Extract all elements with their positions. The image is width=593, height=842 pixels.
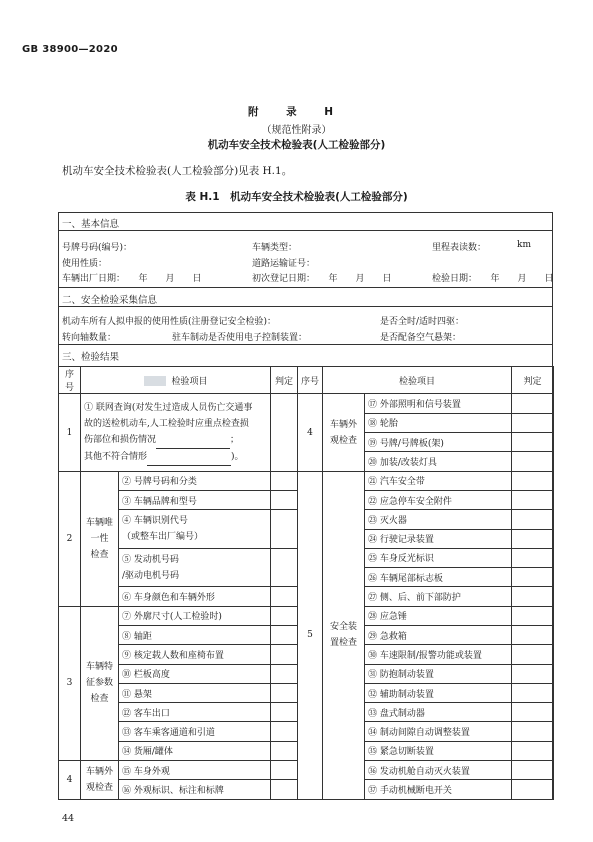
item-37: ㊲ 手动机械断电开关	[365, 780, 512, 800]
section-collection-info-title: 二、安全检验采集信息	[62, 295, 158, 306]
item-online-query: ① 联网查询(对发生过造成人员伤亡交通事 故的送检机动车,人工检验时应重点检查损 伤部位和损伤情况 ； 其他不符合情形 )。	[81, 394, 271, 471]
item-13: ⑬ 客车乘客通道和引道	[119, 722, 271, 741]
item-17: ⑰ 外部照明和信号装置	[365, 394, 512, 413]
section-results-title: 三、检验结果	[62, 352, 120, 363]
group-name: 车辆特 征参数 检查	[81, 606, 119, 760]
intro-text: 机动车安全技术检验表(人工检验部分)见表 H.1。	[62, 165, 293, 177]
item-25: ㉕ 车身反光标识	[365, 548, 512, 567]
judgement-cell[interactable]	[271, 664, 298, 683]
judgement-cell[interactable]	[271, 510, 298, 549]
item-24: ㉔ 行驶记录装置	[365, 529, 512, 548]
judgement-cell[interactable]	[512, 741, 554, 760]
judgement-cell[interactable]	[271, 587, 298, 606]
group-name: 车辆外 观检查	[81, 761, 119, 800]
field-first-registration-date: 初次登记日期： 年 月 日	[252, 274, 392, 284]
item-4: ④ 车辆识别代号 （或整车出厂编号）	[119, 510, 271, 549]
section-basic-info-title: 一、基本信息	[62, 219, 120, 230]
group-number: 4	[298, 394, 323, 471]
item-6: ⑥ 车身颜色和车辆外形	[119, 587, 271, 606]
item-7: ⑦ 外廓尺寸(人工检验时)	[119, 606, 271, 625]
table-header-row	[59, 367, 554, 394]
judgement-cell[interactable]	[512, 722, 554, 741]
table-row	[59, 394, 554, 413]
judgement-cell[interactable]	[512, 510, 554, 529]
judgement-cell[interactable]	[512, 780, 554, 800]
item-33: ㉝ 盘式制动器	[365, 703, 512, 722]
item-8: ⑧ 轴距	[119, 626, 271, 645]
field-plate-number: 号牌号码(编号)：	[62, 243, 133, 253]
field-four-wheel-drive: 是否全时/适时四驱：	[380, 317, 465, 327]
item-16: ⑯ 外观标识、标注和标牌	[119, 780, 271, 800]
group-name: 车辆唯 一性 检查	[81, 471, 119, 606]
judgement-cell[interactable]	[512, 606, 554, 625]
judgement-cell[interactable]	[512, 703, 554, 722]
judgement-cell[interactable]	[271, 394, 298, 471]
judgement-cell[interactable]	[512, 761, 554, 780]
field-vehicle-type: 车辆类型：	[252, 243, 298, 253]
item-3: ③ 车辆品牌和型号	[119, 490, 271, 509]
field-transport-cert: 道路运输证号：	[252, 259, 316, 269]
item-11: ⑪ 悬架	[119, 683, 271, 702]
field-odometer: 里程表读数：	[432, 243, 487, 253]
inspection-results-table	[58, 366, 554, 800]
judgement-cell[interactable]	[512, 626, 554, 645]
group-name: 安全装 置检查	[323, 471, 365, 799]
table-row	[59, 471, 554, 490]
judgement-cell[interactable]	[512, 568, 554, 587]
group-number: 5	[298, 471, 323, 799]
judgement-cell[interactable]	[271, 606, 298, 625]
judgement-cell[interactable]	[512, 471, 554, 490]
field-manufacture-date: 车辆出厂日期： 年 月 日	[62, 274, 202, 284]
divider	[58, 287, 553, 288]
item-14: ⑭ 货厢/罐体	[119, 741, 271, 760]
standard-number: GB 38900—2020	[22, 44, 118, 55]
item-28: ㉘ 应急锤	[365, 606, 512, 625]
judgement-cell[interactable]	[512, 548, 554, 567]
item-30: ㉚ 车速限制/报警功能或装置	[365, 645, 512, 664]
item-9: ⑨ 核定载人数和座椅布置	[119, 645, 271, 664]
field-steering-axles: 转向轴数量：	[62, 333, 117, 343]
judgement-cell[interactable]	[512, 529, 554, 548]
header-item: 检验项目	[81, 367, 271, 394]
group-number: 4	[59, 761, 81, 800]
annex-category: （规范性附录）	[261, 125, 332, 136]
divider	[58, 306, 553, 307]
odometer-unit: km	[517, 240, 531, 250]
header-judgement: 判定	[271, 367, 298, 394]
item-26: ㉖ 车辆尾部标志板	[365, 568, 512, 587]
judgement-cell[interactable]	[271, 761, 298, 780]
divider	[58, 344, 553, 345]
header-seq: 序号	[59, 367, 81, 394]
judgement-cell[interactable]	[271, 626, 298, 645]
item-2: ② 号牌号码和分类	[119, 471, 271, 490]
group-name: 车辆外 观检查	[323, 394, 365, 471]
header-item: 检验项目	[323, 367, 512, 394]
judgement-cell[interactable]	[271, 548, 298, 587]
divider	[58, 230, 553, 231]
judgement-cell[interactable]	[512, 452, 554, 471]
group-number: 2	[59, 471, 81, 606]
item-20: ⑳ 加装/改装灯具	[365, 452, 512, 471]
item-5: ⑤ 发动机号码 /驱动电机号码	[119, 548, 271, 587]
item-32: ㉜ 辅助制动装置	[365, 683, 512, 702]
item-27: ㉗ 侧、后、前下部防护	[365, 587, 512, 606]
item-23: ㉓ 灭火器	[365, 510, 512, 529]
judgement-cell[interactable]	[512, 394, 554, 413]
group-number: 3	[59, 606, 81, 760]
item-35: ㉟ 紧急切断装置	[365, 741, 512, 760]
group-number: 1	[59, 394, 81, 471]
item-18: ⑱ 轮胎	[365, 413, 512, 432]
judgement-cell[interactable]	[512, 490, 554, 509]
item-15: ⑮ 车身外观	[119, 761, 271, 780]
page-number: 44	[62, 813, 75, 824]
judgement-cell[interactable]	[512, 413, 554, 432]
item-34: ㉞ 制动间隙自动调整装置	[365, 722, 512, 741]
judgement-cell[interactable]	[512, 433, 554, 452]
item-22: ㉒ 应急停车安全附件	[365, 490, 512, 509]
annex-label: 附 录 H	[247, 106, 346, 118]
annex-title: 机动车安全技术检验表(人工检验部分)	[207, 139, 386, 151]
judgement-cell[interactable]	[271, 490, 298, 509]
judgement-cell[interactable]	[271, 645, 298, 664]
judgement-cell[interactable]	[271, 741, 298, 760]
item-29: ㉙ 急救箱	[365, 626, 512, 645]
header-seq: 序号	[298, 367, 323, 394]
judgement-cell[interactable]	[512, 683, 554, 702]
judgement-cell[interactable]	[271, 722, 298, 741]
field-declared-usage: 机动车所有人拟申报的使用性质(注册登记安全检验)：	[62, 317, 277, 327]
judgement-cell[interactable]	[512, 587, 554, 606]
judgement-cell[interactable]	[271, 683, 298, 702]
judgement-cell[interactable]	[271, 703, 298, 722]
field-inspection-date: 检验日期： 年 月 日	[432, 274, 554, 284]
table-title: 表 H.1 机动车安全技术检验表(人工检验部分)	[185, 191, 408, 203]
item-31: ㉛ 防抱制动装置	[365, 664, 512, 683]
header-judgement: 判定	[512, 367, 554, 394]
judgement-cell[interactable]	[271, 780, 298, 800]
item-36: ㊱ 发动机舱自动灭火装置	[365, 761, 512, 780]
judgement-cell[interactable]	[512, 645, 554, 664]
watermark-logo	[144, 376, 166, 386]
item-21: ㉑ 汽车安全带	[365, 471, 512, 490]
field-usage-type: 使用性质：	[62, 259, 108, 269]
judgement-cell[interactable]	[271, 471, 298, 490]
field-electronic-parking-brake: 驻车制动是否使用电子控制装置：	[172, 333, 308, 343]
item-12: ⑫ 客车出口	[119, 703, 271, 722]
judgement-cell[interactable]	[512, 664, 554, 683]
field-air-suspension: 是否配备空气悬架：	[380, 333, 462, 343]
item-19: ⑲ 号牌/号牌板(架)	[365, 433, 512, 452]
item-10: ⑩ 栏板高度	[119, 664, 271, 683]
